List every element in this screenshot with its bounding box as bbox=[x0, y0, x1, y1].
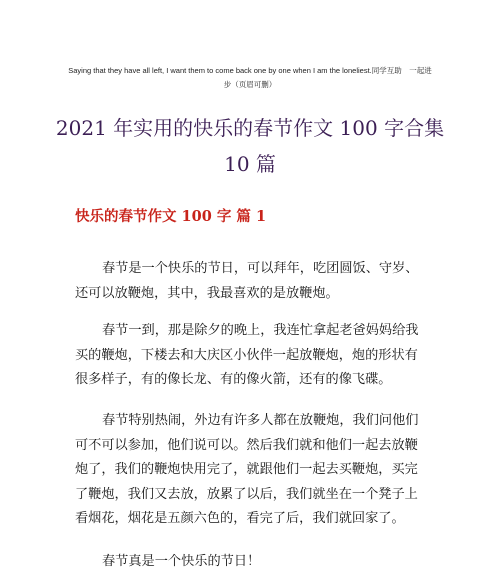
paragraph: 春节特别热闹，外边有许多人都在放鞭炮，我们问他们可不可以参加，他们说可以。然后我们就和他们一起去放鞭炮了，我们的鞭炮快用完了，就跟他们一起去买鞭炮，买完了鞭炮，我们又去放，放累了以后，我们就坐在一个凳子上看烟花，烟花是五颜六色的，看完了后，我们就回家了。 bbox=[75, 413, 419, 527]
section-heading: 快乐的春节作文 100 字 篇 1 bbox=[75, 208, 267, 225]
paragraph: 春节真是一个快乐的节日！ bbox=[102, 554, 261, 570]
paragraph: 春节是一个快乐的节日，可以拜年，吃团圆饭、守岁、还可以放鞭炮，其中，我最喜欢的是放鞭炮。 bbox=[75, 261, 419, 301]
paragraph: 春节一到，那是除夕的晚上，我连忙拿起老爸妈妈给我买的鞭炮，下楼去和大庆区小伙伴一起放鞭炮，炮的形状有很多样子，有的像长龙、有的像火箭，还有的像飞碟。 bbox=[75, 323, 419, 388]
header-note-line1: Saying that they have all left, I want them to come back one by one when I am the loneliest.同学互助 一起进 bbox=[68, 66, 432, 75]
header-note-line2: 步（页眉可删） bbox=[223, 80, 277, 89]
page-header-note bbox=[60, 64, 440, 92]
document-title: 2021 年实用的快乐的春节作文 100 字合集 10 篇 bbox=[55, 116, 445, 176]
